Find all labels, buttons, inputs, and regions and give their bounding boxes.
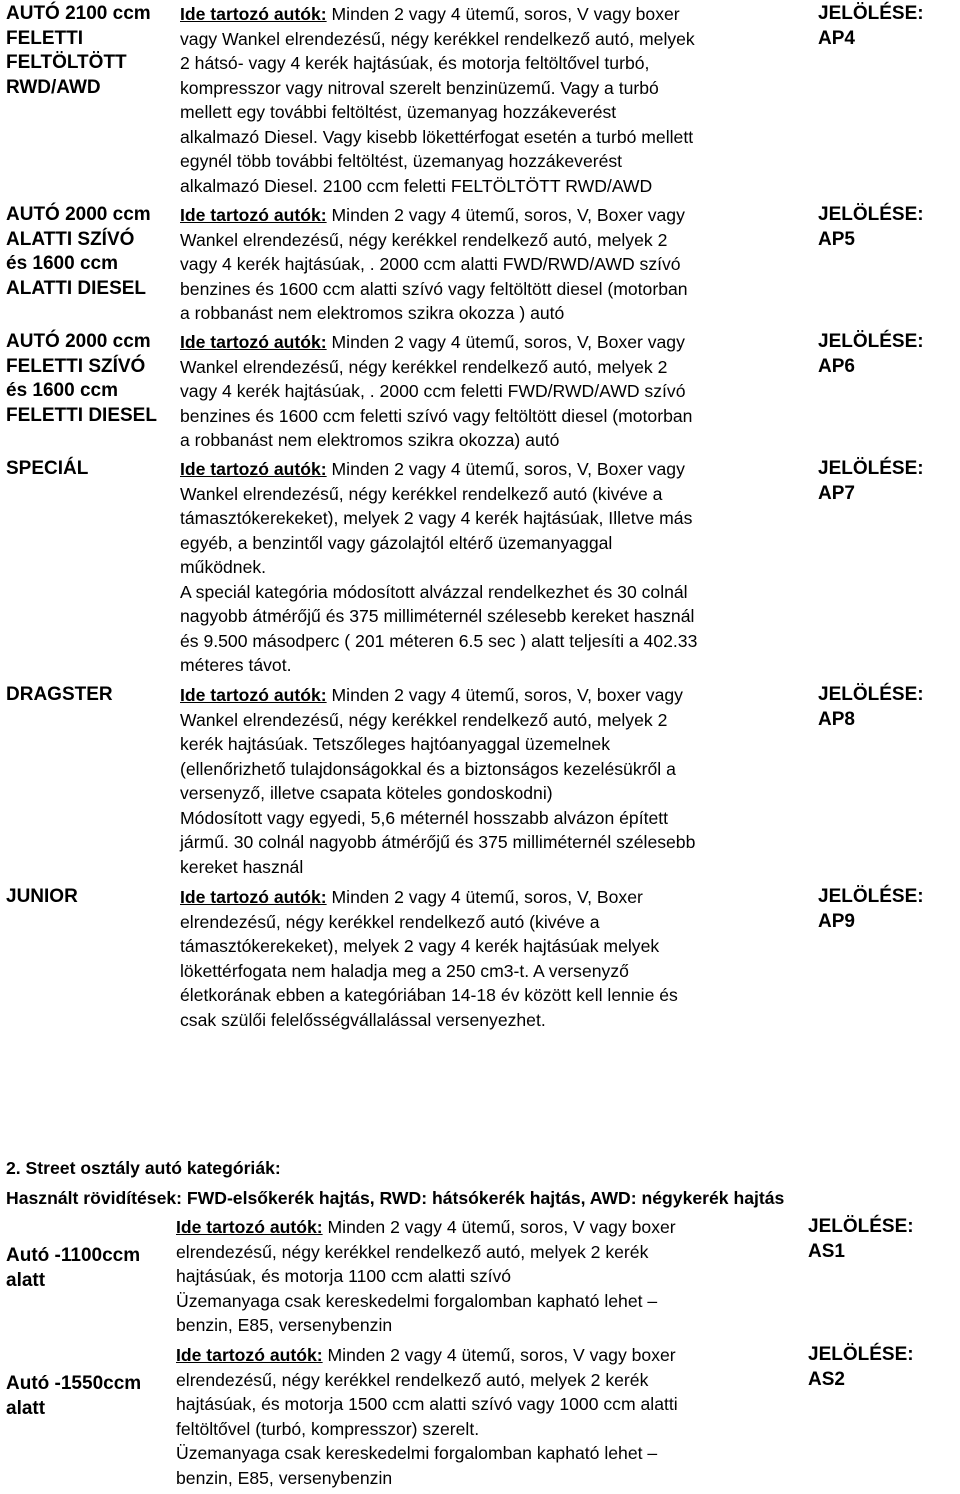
description-heading: Ide tartozó autók: <box>180 332 327 352</box>
section-title: 2. Street osztály autó kategóriák: <box>6 1158 281 1178</box>
category-description: Ide tartozó autók: Minden 2 vagy 4 ütemű, soros, V vagy boxer elrendezésű, négy kerékkel rendelkező autó, melyek 2 kerék hajtásúak, és motorja 1100 ccm alatti szívó Üzemanyaga csak kereskedelmi forgalomban kapható lehet – benzin, E85, versenybenzin <box>176 1217 676 1335</box>
category-name: AUTÓ 2100 ccm FELETTI FELTÖLTÖTT RWD/AWD <box>6 3 151 98</box>
category-name: JUNIOR <box>6 886 78 907</box>
category-code: JELÖLÉSE: AP8 <box>818 684 924 730</box>
description-heading: Ide tartozó autók: <box>180 459 327 479</box>
description-heading: Ide tartozó autók: <box>180 887 327 907</box>
description-heading: Ide tartozó autók: <box>180 4 327 24</box>
category-code: JELÖLÉSE: AP7 <box>818 458 924 504</box>
category-description: Ide tartozó autók: Minden 2 vagy 4 ütemű, soros, V, Boxer vagy Wankel elrendezésű, négy kerékkel rendelkező autó (kivéve a támasztókerekeket), melyek 2 vagy 4 kerék hajtásúak, Illetve más egyéb, a benzintől vagy gázolajtól eltérő üzemanyaggal működnek. A speciál kategória módosított alvázzal rendelkezhet és 30 colnál nagyobb átmérőjű és 375 milliméternél szélesebb kereket használ és 9.500 másodperc ( 201 méteren 6.5 sec ) alatt teljesíti a 402.33 méteres távot. <box>180 459 698 675</box>
description-heading: Ide tartozó autók: <box>176 1345 323 1365</box>
category-name: Autó -1550ccm alatt <box>6 1373 142 1419</box>
category-code: JELÖLÉSE: AP4 <box>818 3 924 49</box>
category-code: JELÖLÉSE: AS1 <box>808 1216 914 1262</box>
category-code: JELÖLÉSE: AP5 <box>818 204 924 250</box>
description-heading: Ide tartozó autók: <box>180 205 327 225</box>
category-name: AUTÓ 2000 ccm ALATTI SZÍVÓ és 1600 ccm ALATTI DIESEL <box>6 204 151 299</box>
category-name: Autó -1100ccm alatt <box>6 1245 141 1291</box>
category-name: DRAGSTER <box>6 684 113 705</box>
category-code: JELÖLÉSE: AS2 <box>808 1344 914 1390</box>
category-description: Ide tartozó autók: Minden 2 vagy 4 ütemű, soros, V, Boxer elrendezésű, négy kerékkel rendelkező autó (kivéve a támasztókerekeket), melyek 2 vagy 4 kerék hajtásúak melyek lökettérfogata nem haladja meg a 250 cm3-t. A versenyző életkorának ebben a kategóriában 14-18 év között kell lennie és csak szülői felelősségvállalással versenyezhet. <box>180 887 678 1030</box>
description-heading: Ide tartozó autók: <box>180 685 327 705</box>
category-code: JELÖLÉSE: AP9 <box>818 886 924 932</box>
category-code: JELÖLÉSE: AP6 <box>818 331 924 377</box>
category-description: Ide tartozó autók: Minden 2 vagy 4 ütemű, soros, V vagy boxer elrendezésű, négy kerékkel rendelkező autó, melyek 2 kerék hajtásúak, és motorja 1500 ccm alatti szívó vagy 1000 ccm alatti feltöltővel (turbó, kompresszor) szerelt. Üzemanyaga csak kereskedelmi forgalomban kapható lehet – benzin, E85, versenybenzin <box>176 1345 678 1488</box>
category-description: Ide tartozó autók: Minden 2 vagy 4 ütemű, soros, V, Boxer vagy Wankel elrendezésű, négy kerékkel rendelkező autó, melyek 2 vagy 4 kerék hajtásúak, . 2000 ccm alatti FWD/RWD/AWD szívó benzines és 1600 ccm alatti szívó vagy feltöltött diesel (motorban a robbanást nem elektromos szikra okozza ) autó <box>180 205 688 323</box>
description-heading: Ide tartozó autók: <box>176 1217 323 1237</box>
category-description: Ide tartozó autók: Minden 2 vagy 4 ütemű, soros, V vagy boxer vagy Wankel elrendezésű, négy kerékkel rendelkező autó, melyek 2 hátsó- vagy 4 kerék hajtásúak, és motorja feltöltővel turbó, kompresszor vagy nitroval szerelt benzinüzemű. Vagy a turbó mellett egy további feltöltést, üzemanyag hozzákeverést alkalmazó Diesel. Vagy kisebb lökettérfogat esetén a turbó mellett egynél több további feltöltést, üzemanyag hozzákeverést alkalmazó Diesel. 2100 ccm feletti FELTÖLTÖTT RWD/AWD <box>180 4 695 196</box>
abbreviations-line: Használt rövidítések: FWD-elsőkerék hajtás, RWD: hátsókerék hajtás, AWD: négykerék hajtás <box>6 1188 785 1208</box>
category-name: AUTÓ 2000 ccm FELETTI SZÍVÓ és 1600 ccm FELETTI DIESEL <box>6 331 157 426</box>
category-name: SPECIÁL <box>6 458 89 479</box>
category-description: Ide tartozó autók: Minden 2 vagy 4 ütemű, soros, V, Boxer vagy Wankel elrendezésű, négy kerékkel rendelkező autó, melyek 2 vagy 4 kerék hajtásúak, . 2000 ccm feletti FWD/RWD/AWD szívó benzines és 1600 ccm feletti szívó vagy feltöltött diesel (motorban a robbanást nem elektromos szikra okozza) autó <box>180 332 693 450</box>
category-description: Ide tartozó autók: Minden 2 vagy 4 ütemű, soros, V, boxer vagy Wankel elrendezésű, négy kerékkel rendelkező autó, melyek 2 kerék hajtásúak. Tetszőleges hajtóanyaggal üzemelnek (ellenőrizhető tulajdonságokkal és a biztonságos kezelésükről a versenyző, illetve csapata köteles gondoskodni) Módosított vagy egyedi, 5,6 méternél hosszabb alvázon épített jármű. 30 colnál nagyobb átmérőjű és 375 milliméternél szélesebb kereket használ <box>180 685 696 877</box>
